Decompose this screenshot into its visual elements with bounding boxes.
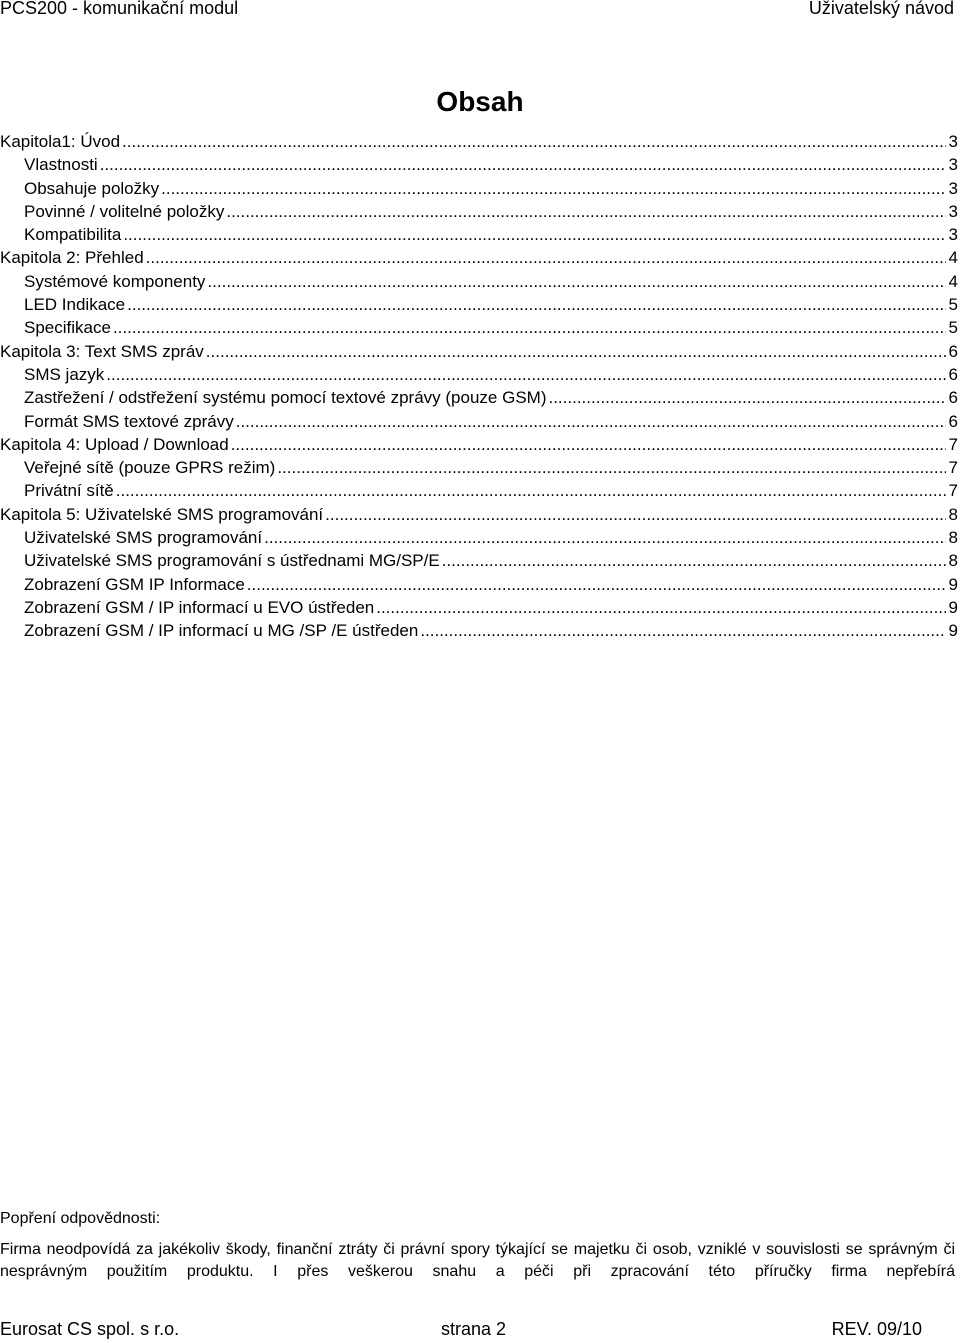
toc-entry-label: Zastřežení / odstřežení systému pomocí textové zprávy (pouze GSM) <box>24 388 547 408</box>
toc-entry-page: 3 <box>948 178 958 198</box>
toc-entry-page: 4 <box>948 271 958 291</box>
toc-entry-page: 3 <box>948 155 958 175</box>
toc-entry-label: Formát SMS textové zprávy <box>24 411 234 431</box>
toc-entry-label: Vlastnosti <box>24 155 98 175</box>
dot-leader <box>264 526 946 549</box>
toc-entry-label: Kapitola 5: Uživatelské SMS programování <box>0 504 324 524</box>
toc-entry-chapter[interactable] <box>0 433 958 456</box>
toc-entry-label: Kompatibilita <box>24 225 122 245</box>
toc-entry-section[interactable] <box>0 596 958 619</box>
toc-entry-label: Obsahuje položky <box>24 178 160 198</box>
dot-leader <box>277 456 946 479</box>
toc-entry-page: 7 <box>948 458 958 478</box>
toc-entry-section[interactable] <box>0 410 958 433</box>
toc-entry-label: Kapitola1: Úvod <box>0 132 121 151</box>
page-title: Obsah <box>436 86 524 117</box>
toc-entry-section[interactable] <box>0 293 958 316</box>
toc-entry-section[interactable] <box>0 526 958 549</box>
toc-entry-page: 5 <box>948 318 958 338</box>
toc-entry-page: 6 <box>948 341 958 361</box>
dot-leader <box>325 503 946 526</box>
toc-entry-label: Kapitola 3: Text SMS zpráv <box>0 341 204 361</box>
toc-entry-section[interactable] <box>0 177 958 200</box>
dot-leader <box>106 363 946 386</box>
dot-leader <box>236 410 946 433</box>
disclaimer-text: Firma neodpovídá za jakékoliv škody, finanční ztráty či právní spory týkající se majetku či osob, vzniklé v souvislosti se správným či nesprávným použitím produktu. I přes veškerou snahu a péči při zpracování této příručky firma nepřebírá <box>0 1241 955 1280</box>
toc-entry-page: 7 <box>948 434 958 454</box>
toc-entry-section[interactable] <box>0 549 958 572</box>
toc-entry-label: Povinné / volitelné položky <box>24 201 225 221</box>
toc-entry-label: Zobrazení GSM IP Informace <box>24 574 245 594</box>
toc-entry-label: Systémové komponenty <box>24 271 206 291</box>
dot-leader <box>420 619 946 642</box>
header-document-type: Uživatelský návod <box>808 0 954 18</box>
toc-entry-page: 9 <box>948 621 958 641</box>
toc-entry-section[interactable] <box>0 386 958 409</box>
toc-entry-label: Kapitola 2: Přehled <box>0 248 144 268</box>
dot-leader <box>442 549 946 572</box>
toc-entry-page: 5 <box>948 295 958 315</box>
toc-entry-section[interactable] <box>0 200 958 223</box>
dot-leader <box>548 386 946 409</box>
toc-entry-page: 7 <box>948 481 958 501</box>
toc-entry-page: 3 <box>948 201 958 221</box>
dot-leader <box>376 596 946 619</box>
footer-page-number: strana 2 <box>441 1319 507 1339</box>
toc-entry-label: Uživatelské SMS programování <box>24 528 263 548</box>
disclaimer-heading: Popření odpovědnosti: <box>0 1210 161 1227</box>
toc-entry-label: Kapitola 4: Upload / Download <box>0 434 229 454</box>
dot-leader <box>127 293 946 316</box>
toc-entry-page: 9 <box>948 597 958 617</box>
toc-entry-page: 3 <box>948 132 958 151</box>
toc-entry-section[interactable] <box>0 573 958 596</box>
toc-entry-chapter[interactable] <box>0 130 958 153</box>
toc-entry-page: 8 <box>948 528 958 548</box>
toc-entry-label: Specifikace <box>24 318 111 338</box>
toc-entry-page: 6 <box>948 364 958 384</box>
dot-leader <box>247 573 946 596</box>
dot-leader <box>206 340 946 363</box>
toc-entry-section[interactable] <box>0 619 958 642</box>
toc-entry-page: 8 <box>948 551 958 571</box>
toc-entry-page: 8 <box>948 504 958 524</box>
toc-entry-chapter[interactable] <box>0 503 958 526</box>
toc-entry-chapter[interactable] <box>0 340 958 363</box>
header-document-title: PCS200 - komunikační modul <box>0 0 239 18</box>
toc-entry-page: 9 <box>948 574 958 594</box>
footer-revision: REV. 09/10 <box>831 1319 922 1339</box>
toc-entry-label: Zobrazení GSM / IP informací u EVO ústředen <box>24 597 375 617</box>
footer-company: Eurosat CS spol. s r.o. <box>0 1319 180 1339</box>
toc-entry-section[interactable] <box>0 270 958 293</box>
dot-leader <box>122 130 946 153</box>
toc-entry-chapter[interactable] <box>0 246 958 269</box>
table-of-contents <box>0 130 958 643</box>
toc-entry-label: Veřejné sítě (pouze GPRS režim) <box>24 458 276 478</box>
toc-entry-section[interactable] <box>0 153 958 176</box>
toc-entry-section[interactable] <box>0 223 958 246</box>
toc-entry-label: Uživatelské SMS programování s ústřednami MG/SP/E <box>24 551 440 571</box>
dot-leader <box>207 270 946 293</box>
dot-leader <box>100 153 946 176</box>
dot-leader <box>113 316 946 339</box>
toc-entry-page: 3 <box>948 225 958 245</box>
dot-leader <box>226 200 946 223</box>
toc-entry-page: 4 <box>948 248 958 268</box>
toc-entry-section[interactable] <box>0 479 958 502</box>
dot-leader <box>123 223 946 246</box>
toc-entry-section[interactable] <box>0 363 958 386</box>
toc-entry-section[interactable] <box>0 316 958 339</box>
toc-entry-label: SMS jazyk <box>24 364 105 384</box>
toc-entry-section[interactable] <box>0 456 958 479</box>
toc-entry-label: Zobrazení GSM / IP informací u MG /SP /E ústředen <box>24 621 419 641</box>
dot-leader <box>116 479 946 502</box>
dot-leader <box>161 177 946 200</box>
dot-leader <box>146 246 946 269</box>
toc-entry-page: 6 <box>948 411 958 431</box>
dot-leader <box>231 433 946 456</box>
toc-entry-label: LED Indikace <box>24 295 126 315</box>
toc-entry-page: 6 <box>948 388 958 408</box>
toc-entry-label: Privátní sítě <box>24 481 114 501</box>
